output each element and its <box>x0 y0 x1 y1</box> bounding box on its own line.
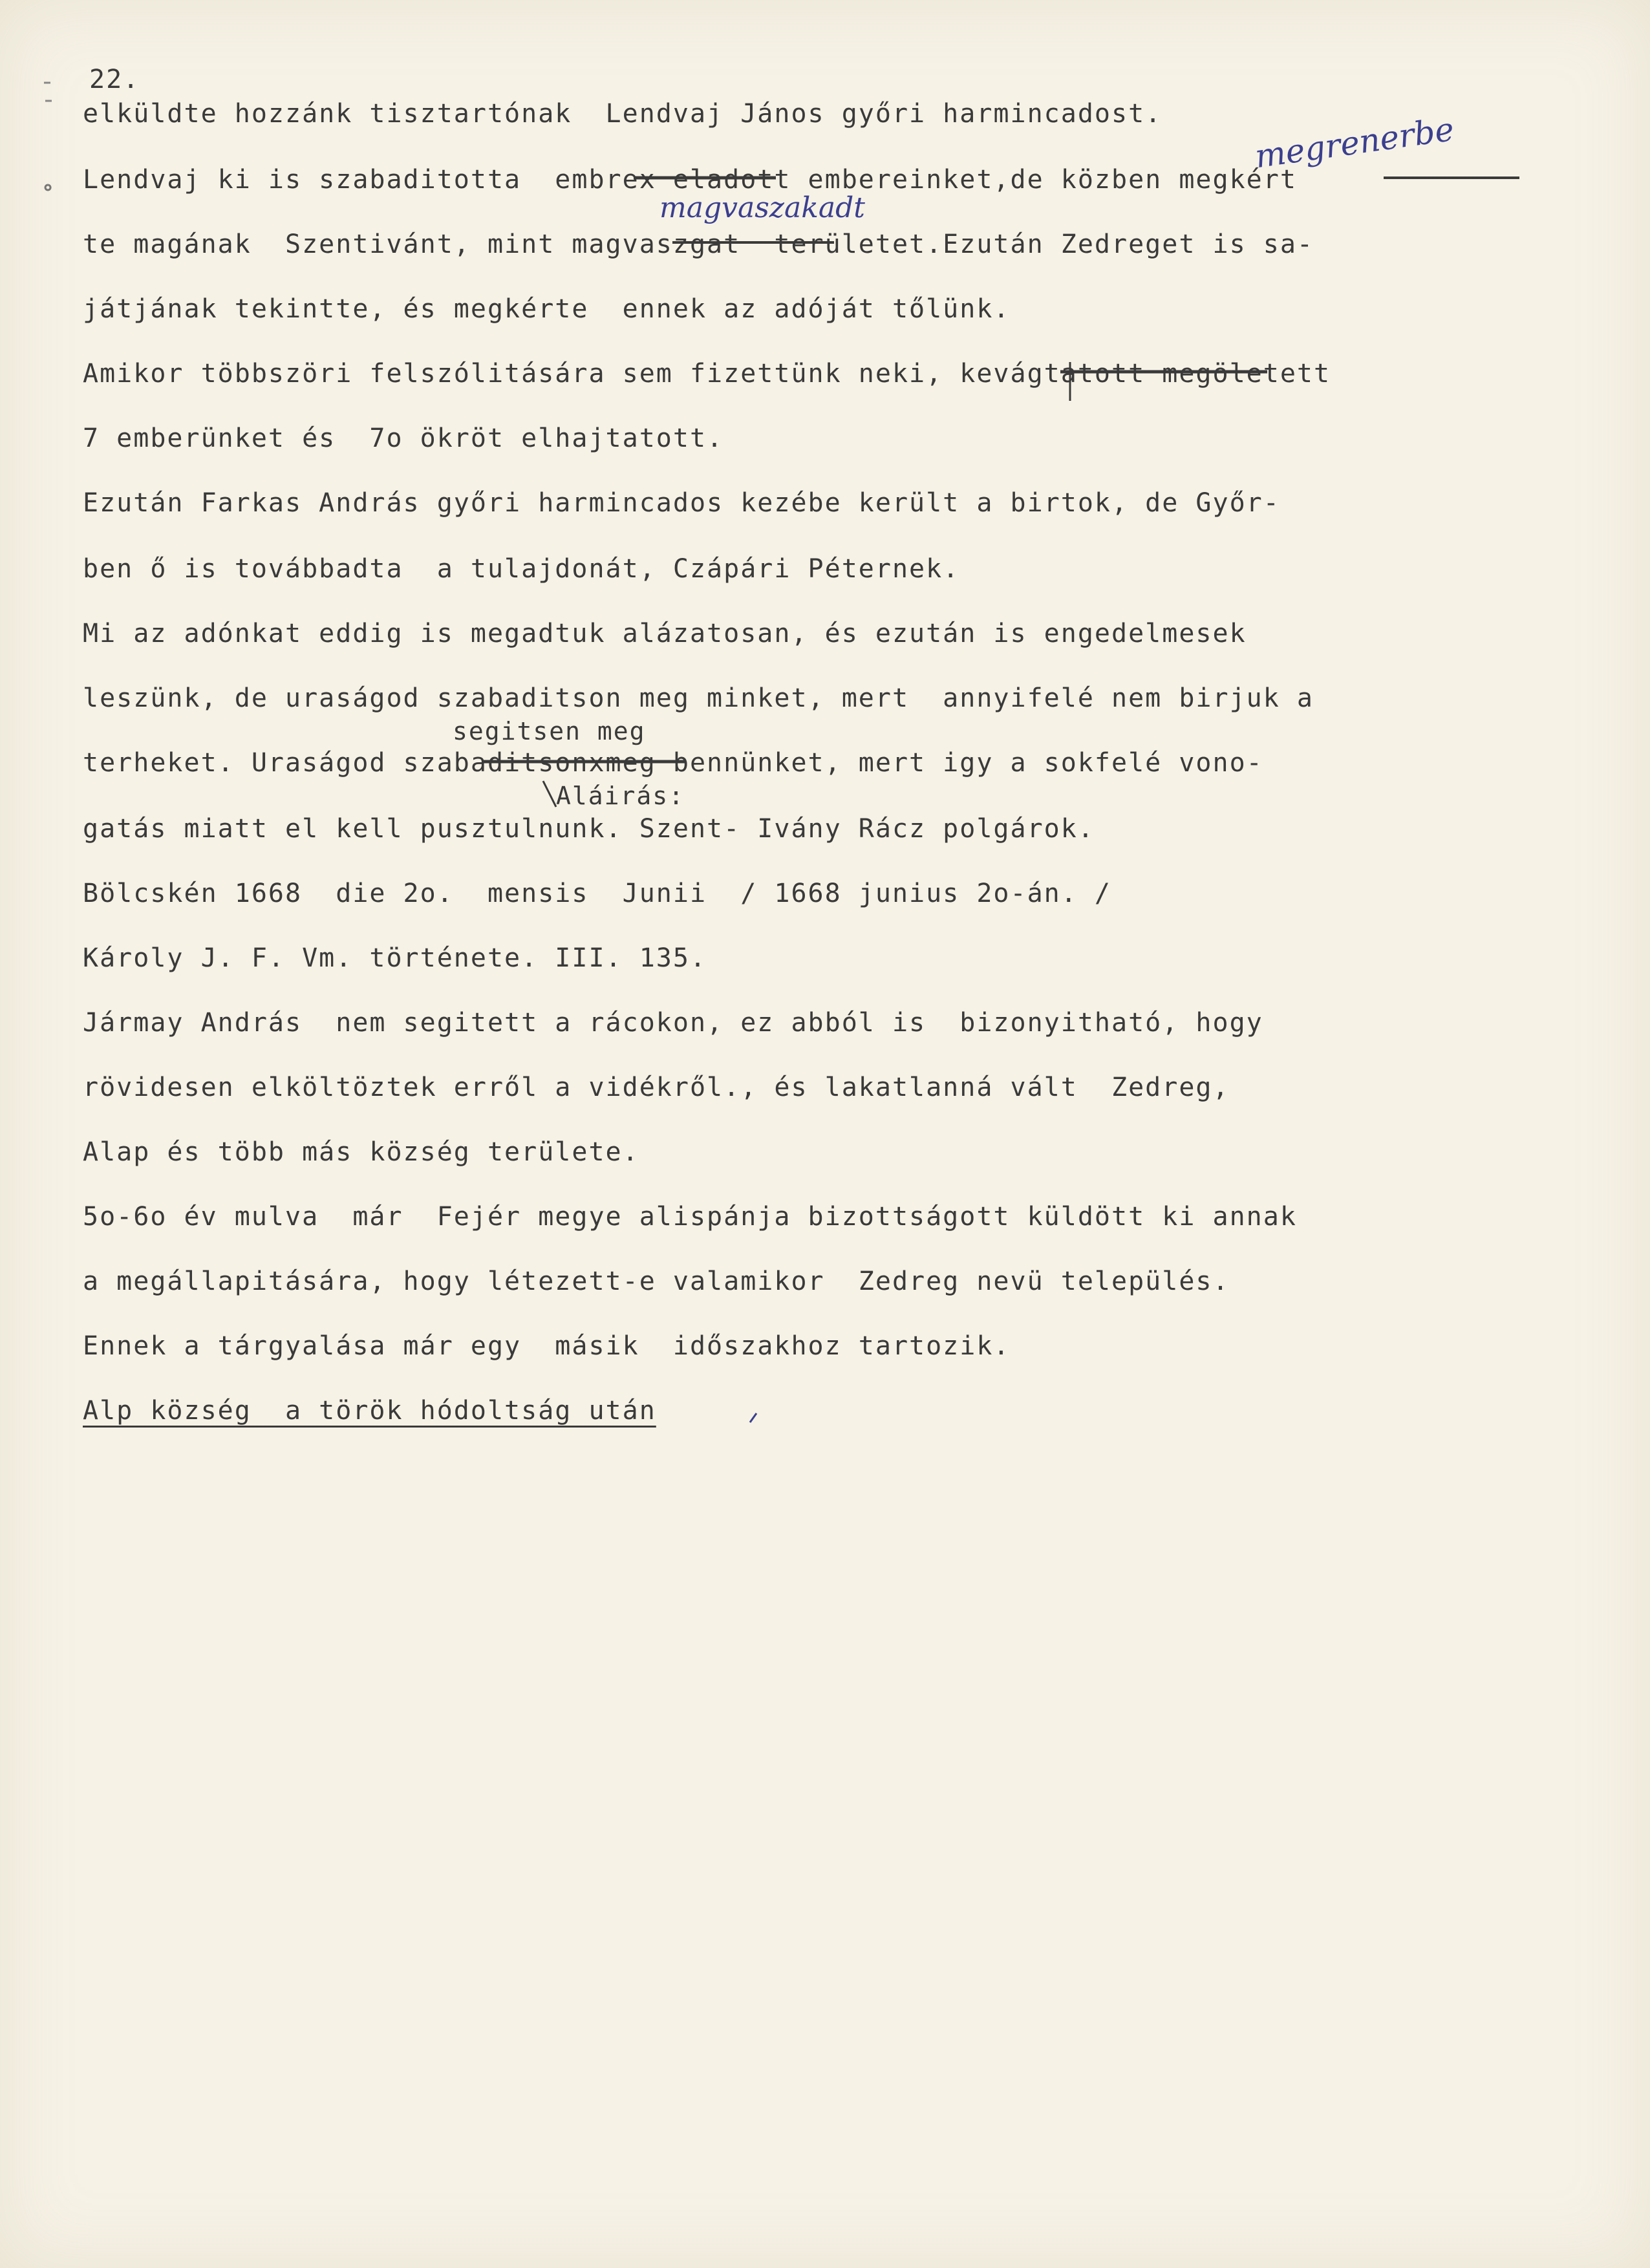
text-line-20: Ennek a tárgyalása már egy másik időszakhoz tartozik. <box>83 1331 1011 1361</box>
text-line-19: a megállapitására, hogy létezett-e valamikor Zedreg nevü település. <box>83 1267 1230 1296</box>
text-line-5: Amikor többszöri felszólitására sem fizettünk neki, kevágtatott megöletett <box>83 359 1331 389</box>
text-line-8: ben ő is továbbadta a tulajdonát, Czápári Péternek. <box>83 554 960 584</box>
text-line-4: játjának tekintte, és megkérte ennek az adóját tőlünk. <box>83 294 1011 324</box>
margin-marks-top <box>44 83 52 101</box>
text-line-18: 5o-6o év mulva már Fejér megye alispánja bizottságott küldött ki annak <box>83 1202 1297 1232</box>
interlinear-alairas: Aláirás: <box>556 782 685 810</box>
text-line-6: 7 emberünket és 7o ökröt elhajtatott. <box>83 423 724 453</box>
text-line-10: leszünk, de uraságod szabaditson meg minket, mert annyifelé nem birjuk a <box>83 683 1314 713</box>
text-line-12: gatás miatt el kell pusztulnunk. Szent- Ivány Rácz polgárok. <box>83 814 1095 844</box>
text-line-11: terheket. Uraságod szabaditsonxmeg bennünket, mert igy a sokfelé vono- <box>83 748 1263 778</box>
handwritten-note-megrenerbe: megrenerbe <box>1252 110 1457 176</box>
interlinear-segitsen-meg: segitsen meg <box>453 717 646 745</box>
handwritten-note-magvaszakadt: magvaszakadt <box>659 191 865 224</box>
pen-tick-mark <box>750 1413 756 1422</box>
insert-caret-alairas <box>543 781 556 807</box>
text-line-17: Alap és több más község területe. <box>83 1137 639 1167</box>
margin-punch-mark <box>45 185 50 190</box>
text-line-14: Károly J. F. Vm. története. III. 135. <box>83 943 707 973</box>
text-line-15: Jármay András nem segitett a rácokon, ez abból is bizonyitható, hogy <box>83 1008 1263 1038</box>
text-line-7: Ezután Farkas András győri harmincados kezébe került a birtok, de Győr- <box>83 488 1280 518</box>
text-line-1: elküldte hozzánk tisztartónak Lendvaj János győri harmincadost. <box>83 99 1162 129</box>
section-heading: Alp község a török hódoltság után <box>83 1396 656 1426</box>
text-line-16: rövidesen elköltöztek erről a vidékről., és lakatlanná vált Zedreg, <box>83 1073 1230 1102</box>
text-line-9: Mi az adónkat eddig is megadtuk alázatosan, és ezután is engedelmesek <box>83 619 1247 648</box>
text-line-13: Bölcskén 1668 die 2o. mensis Junii / 1668 junius 2o-án. / <box>83 879 1112 908</box>
page-number: 22. <box>89 65 140 94</box>
text-line-3: te magának Szentivánt, mint magvaszgat területet.Ezután Zedreget is sa- <box>83 230 1314 259</box>
text-line-2: Lendvaj ki is szabaditotta embrex eladott embereinket,de közben megkért <box>83 165 1297 195</box>
